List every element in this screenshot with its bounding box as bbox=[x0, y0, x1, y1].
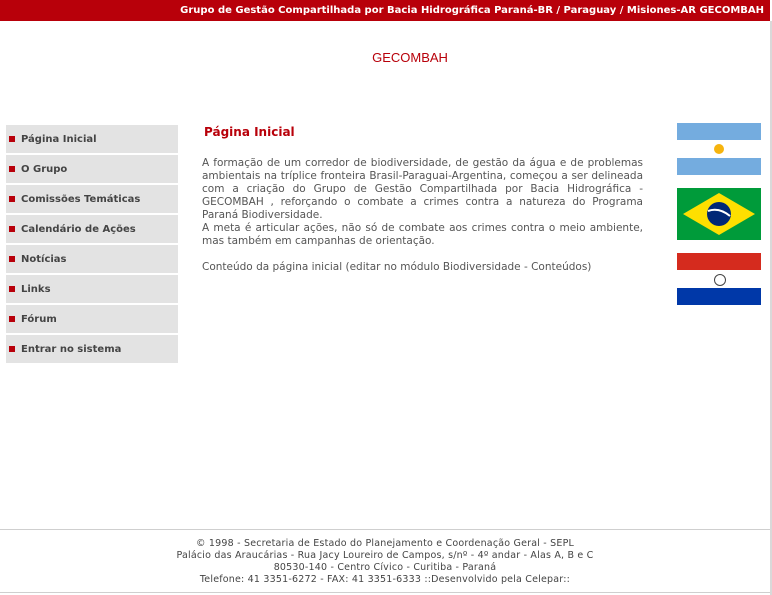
brazil-flag-graphic bbox=[677, 188, 761, 240]
sidebar-item-noticias[interactable] bbox=[6, 245, 178, 274]
sidebar-item-entrar-no-sistema[interactable] bbox=[6, 335, 178, 364]
bullet-icon bbox=[9, 256, 15, 262]
sidebar-item-label: Fórum bbox=[21, 314, 57, 325]
sidebar-item-forum[interactable] bbox=[6, 305, 178, 334]
goal-paragraph: A meta é articular ações, não só de combate aos crimes contra o meio ambiente, mas também em campanhas de orientação. bbox=[202, 222, 643, 247]
footer bbox=[0, 538, 770, 586]
bottom-divider bbox=[0, 592, 770, 593]
sidebar-item-label: Página Inicial bbox=[21, 134, 97, 145]
sidebar-item-links[interactable] bbox=[6, 275, 178, 304]
paraguay-flag bbox=[677, 253, 761, 305]
footer-contact: Telefone: 41 3351-6272 - FAX: 41 3351-6333 ::Desenvolvido pela Celepar:: bbox=[199, 574, 571, 585]
sidebar-item-label: Comissões Temáticas bbox=[21, 194, 141, 205]
intro-paragraph: A formação de um corredor de biodiversidade, de gestão da água e de problemas ambientais na tríplice fronteira Brasil-Paraguai-Argentina, começou a ser delineada com a criação do Grupo de Gestão Compartilhada por Bacia Hidrográfica - GECOMBAH , reforçando o combate a crimes contra a natureza do Programa Paraná Biodiversidade. bbox=[202, 157, 643, 221]
seal-icon bbox=[714, 274, 726, 286]
footer-address: Palácio das Araucárias - Rua Jacy Loureiro de Campos, s/nº - 4º andar - Alas A, B e C bbox=[176, 550, 594, 561]
sidebar-item-pagina-inicial[interactable] bbox=[6, 125, 178, 154]
sidebar-item-comissoes-tematicas[interactable] bbox=[6, 185, 178, 214]
brazil-flag bbox=[677, 188, 761, 240]
sidebar-item-label: Entrar no sistema bbox=[21, 344, 122, 355]
bullet-icon bbox=[9, 136, 15, 142]
sidebar-item-label: O Grupo bbox=[21, 164, 68, 175]
sidebar-nav bbox=[6, 125, 178, 365]
bullet-icon bbox=[9, 226, 15, 232]
bullet-icon bbox=[9, 316, 15, 322]
edit-note: Conteúdo da página inicial (editar no módulo Biodiversidade - Conteúdos) bbox=[202, 261, 592, 273]
sidebar-item-label: Notícias bbox=[21, 254, 67, 265]
header-bar-text: Grupo de Gestão Compartilhada por Bacia Hidrográfica Paraná-BR / Paraguay / Misiones-AR GECOMBAH bbox=[180, 5, 764, 16]
page-title: Página Inicial bbox=[204, 125, 295, 139]
sun-icon bbox=[714, 144, 724, 154]
sidebar-item-o-grupo[interactable] bbox=[6, 155, 178, 184]
bullet-icon bbox=[9, 286, 15, 292]
bullet-icon bbox=[9, 196, 15, 202]
site-title: GECOMBAH bbox=[372, 50, 448, 65]
sidebar-item-calendario-de-acoes[interactable] bbox=[6, 215, 178, 244]
flags-column bbox=[677, 123, 761, 318]
bullet-icon bbox=[9, 346, 15, 352]
main-content bbox=[202, 125, 643, 274]
footer-divider bbox=[0, 529, 770, 530]
header-bar bbox=[0, 0, 770, 21]
argentina-flag bbox=[677, 123, 761, 175]
footer-cep: 80530-140 - Centro Cívico - Curitiba - Paraná bbox=[273, 562, 497, 573]
bullet-icon bbox=[9, 166, 15, 172]
sidebar-item-label: Calendário de Ações bbox=[21, 224, 136, 235]
footer-copyright: © 1998 - Secretaria de Estado do Planejamento e Coordenação Geral - SEPL bbox=[196, 538, 574, 549]
sidebar-item-label: Links bbox=[21, 284, 51, 295]
